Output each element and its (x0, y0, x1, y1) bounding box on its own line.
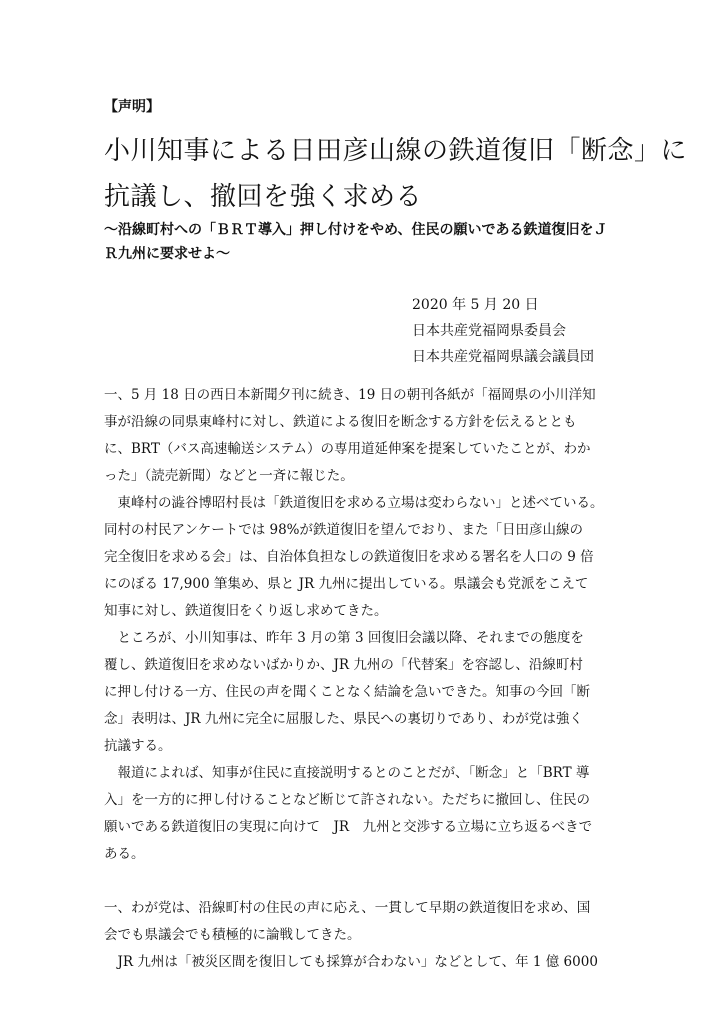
organization-name: 日本共産党福岡県議会議員団 (412, 349, 594, 365)
document-subtitle (104, 218, 634, 266)
document-body (104, 382, 644, 976)
text-line: 願いである鉄道復旧の実現に向けて JR 九州と交渉する立場に立ち返るべきで (104, 819, 593, 835)
paragraph-gap (104, 868, 644, 895)
text-line: 完全復旧を求める会」は、自治体負担なしの鉄道復旧を求める署名を人口の 9 倍 (104, 549, 594, 565)
text-line: った」（読売新聞）などと一斉に報じた。 (104, 468, 354, 484)
paragraph (104, 760, 644, 868)
text-line: 抗議する。 (104, 738, 172, 754)
paragraph (104, 490, 644, 625)
statement-date: 2020 年 5 月 20 日 (412, 297, 539, 313)
organization-name: 日本共産党福岡県委員会 (412, 323, 566, 339)
paragraph (104, 949, 644, 976)
signature-block (412, 292, 594, 370)
document-title (104, 128, 688, 220)
paragraph (104, 895, 644, 949)
paragraph (104, 625, 644, 760)
text-line: 東峰村の澁谷博昭村長は「鉄道復旧を求める立場は変わらない」と述べている。 (104, 495, 604, 511)
text-line: にのぼる 17,900 筆集め、県と JR 九州に提出している。県議会も党派をこえて (104, 576, 589, 592)
text-line: 一、わが党は、沿線町村の住民の声に応え、一貫して早期の鉄道復旧を求め、国 (104, 900, 591, 916)
text-line: 会でも県議会でも積極的に論戦してきた。 (104, 927, 361, 943)
text-line: 事が沿線の同県東峰村に対し、鉄道による復旧を断念する方針を伝えるととも (104, 414, 577, 430)
text-line: に押し付ける一方、住民の声を聞くことなく結論を急いできた。知事の今回「断 (104, 684, 590, 700)
text-line: 覆し、鉄道復旧を求めないばかりか、JR 九州の「代替案」を容認し、沿線町村 (104, 657, 583, 673)
title-line: 小川知事による日田彦山線の鉄道復旧「断念」に (104, 136, 688, 166)
subtitle-line: Ｒ九州に要求せよ～ (104, 246, 230, 262)
statement-label: 【声明】 (104, 99, 160, 115)
text-line: 同村の村民アンケートでは 98%が鉄道復旧を望んでおり、また「日田彦山線の (104, 522, 583, 538)
text-line: ところが、小川知事は、昨年 3 月の第 3 回復旧会議以降、それまでの態度を (104, 630, 584, 646)
title-line: 抗議し、撤回を強く求める (104, 182, 423, 212)
subtitle-line: ～沿線町村への「ＢＲＴ導入」押し付けをやめ、住民の願いである鉄道復旧をＪ (104, 222, 608, 238)
text-line: 一、5 月 18 日の西日本新聞夕刊に続き、19 日の朝刊各紙が「福岡県の小川洋知 (104, 387, 596, 403)
text-line: ある。 (104, 846, 145, 862)
paragraph (104, 382, 644, 490)
text-line: 知事に対し、鉄道復旧をくり返し求めてきた。 (104, 603, 388, 619)
text-line: に、BRT（バス高速輸送システム）の専用道延伸案を提案していたことが、わか (104, 441, 591, 457)
text-line: JR 九州は「被災区間を復旧しても採算が合わない」などとして、年 1 億 6000 (104, 954, 598, 970)
text-line: 報道によれば、知事が住民に直接説明するとのことだが、「断念」と「BRT 導 (104, 765, 590, 781)
text-line: 念」表明は、JR 九州に完全に屈服した、県民への裏切りであり、わが党は強く (104, 711, 583, 727)
text-line: 入」を一方的に押し付けることなど断じて許されない。ただちに撤回し、住民の (104, 792, 590, 808)
